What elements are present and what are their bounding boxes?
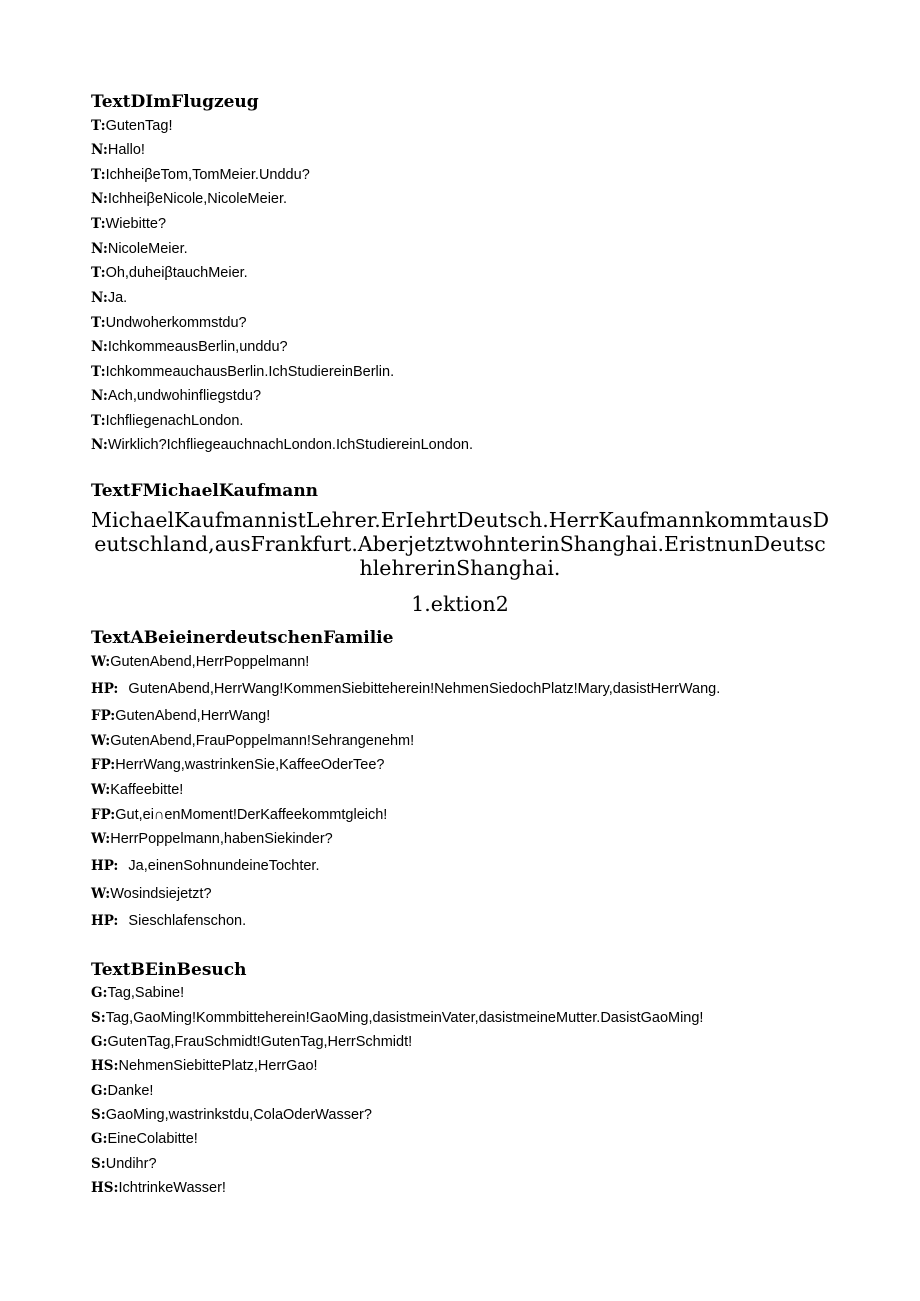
dialogue-line [91,707,270,725]
dialogue-line [91,215,166,233]
speaker-label: T: [91,118,106,134]
dialogue-line [91,857,320,875]
line-text: IchheiβeNicole,NicoleMeier. [107,191,288,207]
line-text: HerrPoppelmann,habenSiekinder? [110,831,333,847]
dialogue-line [91,436,473,454]
speaker-label: W: [91,831,111,847]
dialogue-line [91,1009,703,1027]
dialogue-line [91,680,720,698]
dialogue-line [91,166,310,184]
speaker-label: HP: [91,858,119,874]
line-text: Wosindsiejetzt? [110,886,212,902]
dialogue-line [91,830,333,848]
line-text: IchkommeausBerlin,unddu? [107,339,288,355]
speaker-label: S: [91,1107,106,1123]
dialogue-line [91,1057,318,1075]
line-text: NehmenSiebittePlatz,HerrGao! [118,1058,318,1074]
line-text: Ach,undwohinfliegstdu? [107,388,262,404]
speaker-label: S: [91,1156,106,1172]
line-text: GutenAbend,HerrWang!KommenSiebitteherein!NehmenSiedochPlatz!Mary,dasistHerrWang. [128,681,721,697]
speaker-label: N: [91,142,108,158]
line-text: Ja,einenSohnundeineTochter. [128,858,320,874]
dialogue-line [91,781,183,799]
line-text: Danke! [107,1083,154,1099]
speaker-label: HP: [91,913,119,929]
line-text: IchheiβeTom,TomMeier.Unddu? [105,167,310,183]
dialogue-line [91,387,261,405]
section-d-title: TextDImFlugzeug [91,92,259,112]
dialogue-line [91,117,172,135]
line-text: IchkommeauchausBerlin.IchStudiereinBerlin. [105,364,395,380]
speaker-label: FP: [91,807,116,823]
speaker-label: N: [91,437,108,453]
dialogue-line [91,756,384,774]
dialogue-line [91,1155,157,1173]
dialogue-line [91,289,127,307]
line-text: Undwoherkommstdu? [105,315,247,331]
dialogue-line [91,653,309,671]
speaker-label: HS: [91,1180,119,1196]
dialogue-line [91,1179,226,1197]
speaker-label: G: [91,1083,108,1099]
dialogue-line [91,190,287,208]
line-text: NicoleMeier. [107,241,188,257]
speaker-label: W: [91,733,111,749]
line-text: Hallo! [107,142,145,158]
section-a-title: TextABeieinerdeutschenFamilie [91,628,394,648]
dialogue-line [91,412,243,430]
line-text: Sieschlafenschon. [128,913,247,929]
line-text: IchtrinkeWasser! [118,1180,226,1196]
dialogue-line [91,363,394,381]
line-text: Kaffeebitte! [110,782,184,798]
dialogue-line [91,314,247,332]
speaker-label: N: [91,290,108,306]
line-text: GutenAbend,FrauPoppelmann!Sehrangenehm! [110,733,415,749]
dialogue-line [91,806,387,824]
line-text: Undihr? [105,1156,157,1172]
dialogue-line [91,338,288,356]
dialogue-line [91,240,188,258]
line-text: GutenAbend,HerrPoppelmann! [110,654,310,670]
speaker-label: G: [91,1034,108,1050]
line-text: GaoMing,wastrinkstdu,ColaOderWasser? [105,1107,372,1123]
dialogue-line [91,885,212,903]
speaker-label: T: [91,315,106,331]
speaker-label: W: [91,886,111,902]
line-text: Wirklich?IchfliegeauchnachLondon.IchStudiereinLondon. [107,437,474,453]
dialogue-line [91,1130,198,1148]
speaker-label: G: [91,1131,108,1147]
lesson-heading: 1.ektion2 [411,592,509,616]
speaker-label: T: [91,413,106,429]
speaker-label: S: [91,1010,106,1026]
section-f-paragraph: MichaelKaufmannistLehrer.ErIehrtDeutsch.HerrKaufmannkommtausDeutschland,ausFrankfurt.AberjetztwohnterinShanghai.EristnunDeutschlehrerinShanghai. [90,508,830,580]
line-text: Tag,Sabine! [107,985,185,1001]
speaker-label: T: [91,265,106,281]
speaker-label: N: [91,388,108,404]
speaker-label: FP: [91,757,116,773]
line-text: Ja. [107,290,128,306]
speaker-label: HP: [91,681,119,697]
speaker-label: HS: [91,1058,119,1074]
speaker-label: G: [91,985,108,1001]
line-text: Wiebitte? [105,216,167,232]
line-text: IchfliegenachLondon. [105,413,244,429]
speaker-label: T: [91,364,106,380]
dialogue-line [91,141,145,159]
line-text: GutenAbend,HerrWang! [115,708,271,724]
speaker-label: N: [91,191,108,207]
line-text: HerrWang,wastrinkenSie,KaffeeOderTee? [115,757,385,773]
line-text: Tag,GaoMing!Kommbitteherein!GaoMing,dasistmeinVater,dasistmeineMutter.DasistGaoMing! [105,1010,704,1026]
section-f-title: TextFMichaelKaufmann [91,481,319,501]
line-text: EineColabitte! [107,1131,198,1147]
dialogue-line [91,984,184,1002]
speaker-label: W: [91,782,111,798]
speaker-label: FP: [91,708,116,724]
dialogue-line [91,1106,372,1124]
speaker-label: T: [91,167,106,183]
dialogue-line [91,732,414,750]
line-text: Oh,duheiβtauchMeier. [105,265,248,281]
dialogue-line [91,912,246,930]
dialogue-line [91,1033,412,1051]
speaker-label: T: [91,216,106,232]
line-text: GutenTag,FrauSchmidt!GutenTag,HerrSchmidt! [107,1034,413,1050]
speaker-label: N: [91,241,108,257]
dialogue-line [91,264,248,282]
speaker-label: W: [91,654,111,670]
speaker-label: N: [91,339,108,355]
dialogue-line [91,1082,153,1100]
section-b-title: TextBEinBesuch [91,960,247,980]
line-text: Gut,ei∩enMoment!DerKaffeekommtgleich! [115,807,388,823]
line-text: GutenTag! [105,118,173,134]
